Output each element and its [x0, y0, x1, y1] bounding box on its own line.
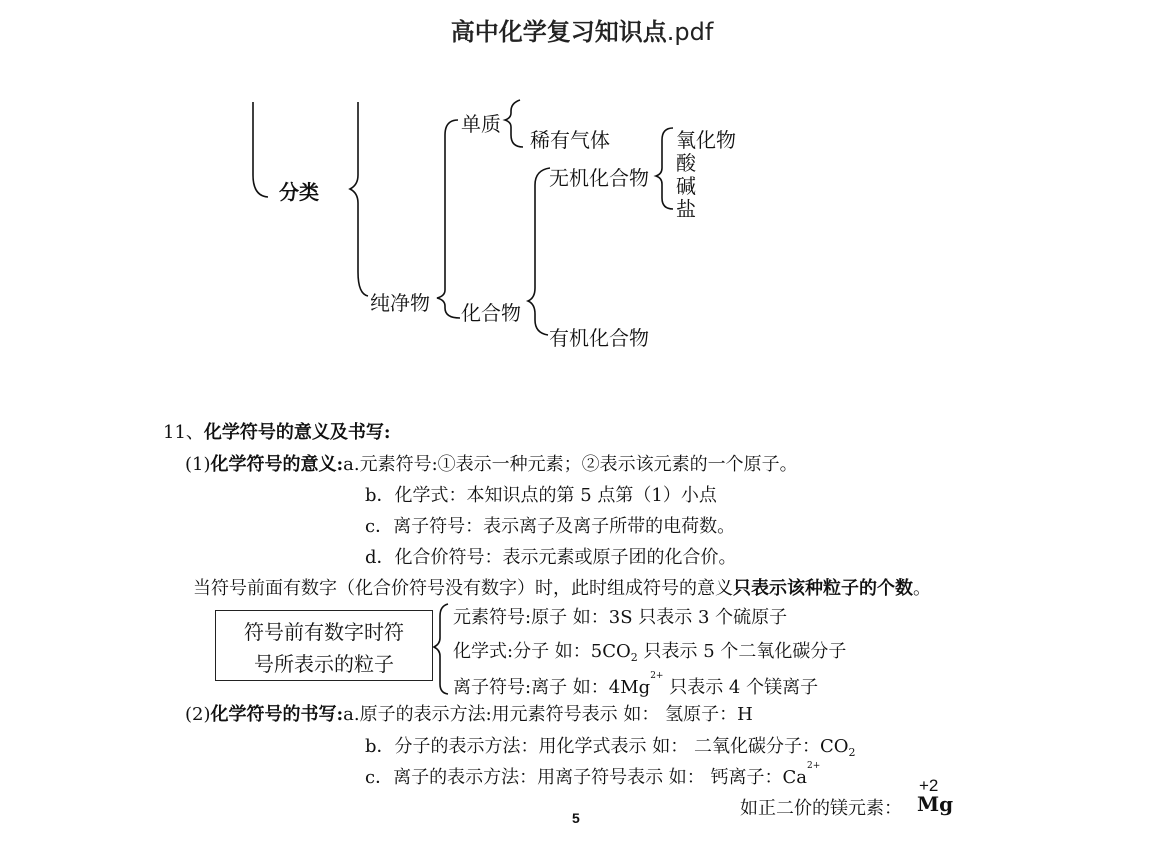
valence-symbol: Mg [917, 792, 954, 816]
title-main: 高中化学复习知识点 [450, 18, 667, 46]
box-line-1: 符号前有数字时符 [244, 620, 404, 644]
ex2-text: 化学式:分子 如：5CO [453, 641, 631, 662]
example-ion-symbol [453, 673, 818, 699]
box-line-2: 号所表示的粒子 [254, 652, 394, 676]
tree-element-substance: 单质 [461, 112, 501, 136]
writing-a-text: a.原子的表示方法:用元素符号表示 如： 氢原子：H [343, 704, 753, 725]
example-formula [453, 637, 846, 663]
writing-line-a [185, 700, 753, 726]
tree-organic-compound: 有机化合物 [549, 326, 649, 350]
tree-noble-gas: 稀有气体 [530, 128, 610, 152]
valence-example-label: 如正二价的镁元素： [740, 798, 902, 819]
ex2-text-end: 只表示 5 个二氧化碳分子 [637, 641, 847, 662]
writing-b-subscript: 2 [848, 746, 856, 759]
ex3-text-end: 只表示 4 个镁离子 [663, 677, 819, 698]
title-extension: .pdf [666, 18, 714, 46]
tree-pure-substance: 纯净物 [370, 291, 430, 315]
example-element-symbol: 元素符号:原子 如：3S 只表示 3 个硫原子 [453, 607, 788, 628]
writing-line-b [365, 732, 856, 758]
note-end: 。 [913, 578, 931, 599]
section-number: 11、 [163, 422, 204, 443]
part1-label: (1) [185, 454, 211, 475]
meaning-line-c: c．离子符号：表示离子及离子所带的电荷数。 [365, 516, 736, 537]
writing-c-superscript: 2+ [807, 761, 821, 771]
meaning-line-b: b．化学式：本知识点的第 5 点第（1）小点 [365, 485, 717, 506]
ex3-text: 离子符号:离子 如：4Mg [453, 677, 651, 698]
valence-charge: +2 [919, 776, 939, 795]
tree-salt: 盐 [676, 197, 696, 221]
meaning-line-d: d．化合价符号：表示元素或原子团的化合价。 [365, 547, 737, 568]
note-text: 当符号前面有数字（化合价符号没有数字）时，此时组成符号的意义 [193, 578, 733, 599]
tree-base: 碱 [676, 174, 696, 198]
writing-b-text: b．分子的表示方法：用化学式表示 如： 二氧化碳分子：CO [365, 736, 849, 757]
meaning-a-text: a.元素符号:①表示一种元素；②表示该元素的一个原子。 [343, 454, 798, 475]
tree-inorganic-compound: 无机化合物 [549, 166, 649, 190]
writing-c-text: c．离子的表示方法：用离子符号表示 如： 钙离子：Ca [365, 767, 808, 788]
ex2-subscript: 2 [630, 651, 638, 664]
tree-acid: 酸 [676, 151, 696, 175]
writing-line-c [365, 763, 820, 789]
part2-label: (2) [185, 704, 211, 725]
ex3-superscript: 2+ [650, 671, 664, 681]
part1-title: 化学符号的意义: [210, 454, 344, 475]
tree-classify: 分类 [279, 180, 319, 204]
page-number: 5 [572, 810, 580, 826]
tree-compound: 化合物 [461, 301, 521, 325]
tree-oxide: 氧化物 [676, 128, 736, 152]
note-emphasis: 只表示该种粒子的个数 [733, 578, 913, 599]
part2-title: 化学符号的书写: [210, 704, 344, 725]
section-title: 化学符号的意义及书写: [203, 422, 391, 443]
